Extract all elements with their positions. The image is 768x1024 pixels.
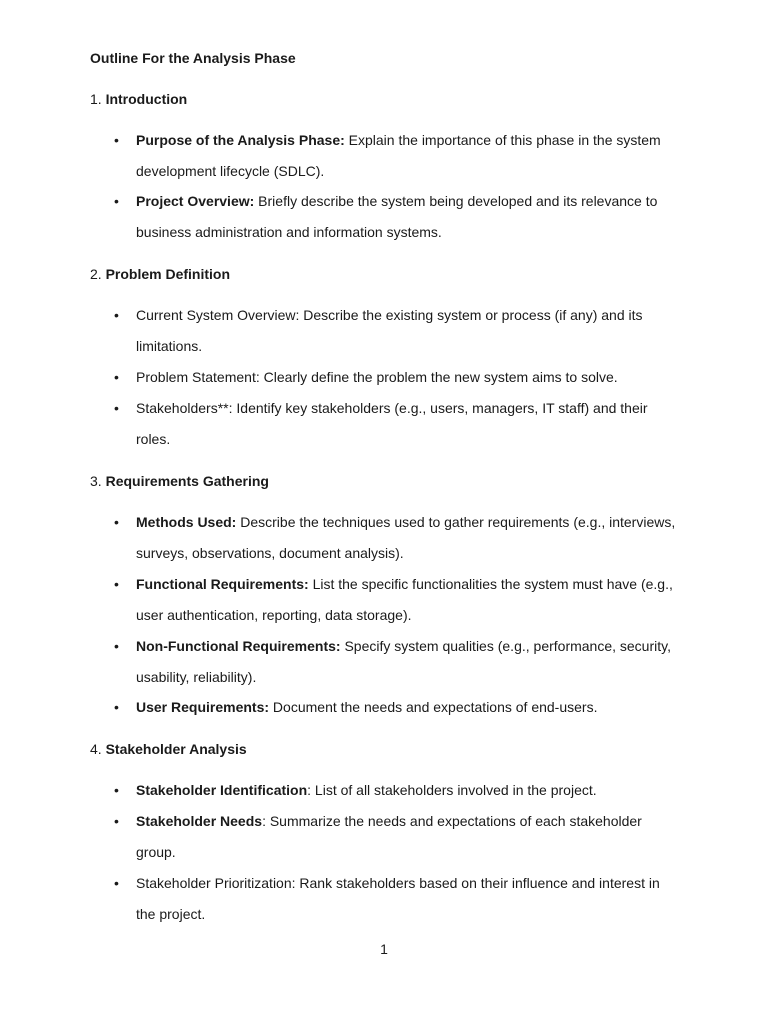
bullet-icon: • xyxy=(114,576,119,592)
list-item xyxy=(114,569,681,631)
bullet-icon: • xyxy=(114,699,119,715)
section-heading-requirements-gathering xyxy=(90,471,269,491)
list-item xyxy=(114,775,681,806)
document-title: Outline For the Analysis Phase xyxy=(90,50,296,66)
list-item-text: : List of all stakeholders involved in the project. xyxy=(307,782,597,798)
section-title: Stakeholder Analysis xyxy=(105,741,247,757)
section-heading-introduction xyxy=(90,89,187,109)
list-item-term: Non-Functional Requirements: xyxy=(136,638,341,654)
list-item-term: Functional Requirements: xyxy=(136,576,309,592)
section-number: 1. xyxy=(90,91,102,107)
bullet-icon: • xyxy=(114,193,119,209)
list-item-text: Stakeholder Prioritization: Rank stakeholders based on their influence and interest in the project. xyxy=(136,875,660,922)
list-item xyxy=(114,692,681,723)
list-item-text: Document the needs and expectations of end-users. xyxy=(269,699,598,715)
section-number: 2. xyxy=(90,266,102,282)
list-item-term: Project Overview: xyxy=(136,193,255,209)
list-item xyxy=(114,362,681,393)
section-number: 3. xyxy=(90,473,102,489)
bullet-icon: • xyxy=(114,132,119,148)
bullet-icon: • xyxy=(114,307,119,323)
list-item-text: Current System Overview: Describe the existing system or process (if any) and its limitations. xyxy=(136,307,643,354)
list-item xyxy=(114,507,681,569)
list-item-term: Stakeholder Needs xyxy=(136,813,263,829)
list-item-text: Explain the importance of this phase in the system development lifecycle (SDLC). xyxy=(136,132,661,179)
list-item xyxy=(114,300,681,362)
list-item xyxy=(114,393,681,455)
bullet-icon: • xyxy=(114,400,119,416)
list-item-text: Describe the techniques used to gather requirements (e.g., interviews, surveys, observations, document analysis). xyxy=(136,514,676,561)
bullet-icon: • xyxy=(114,782,119,798)
page-number: 1 xyxy=(380,941,388,957)
list-item-text: Specify system qualities (e.g., performance, security, usability, reliability). xyxy=(136,638,671,685)
list-item xyxy=(114,186,681,248)
list-item xyxy=(114,125,681,187)
list-item-text: Stakeholders**: Identify key stakeholders (e.g., users, managers, IT staff) and their roles. xyxy=(136,400,648,447)
list-item xyxy=(114,806,681,868)
section-title: Introduction xyxy=(105,91,188,107)
list-item-text: Problem Statement: Clearly define the problem the new system aims to solve. xyxy=(136,369,618,385)
list-item xyxy=(114,631,681,693)
list-item-text: Briefly describe the system being developed and its relevance to business administration and information systems. xyxy=(136,193,658,240)
bullet-icon: • xyxy=(114,875,119,891)
list-item-term: User Requirements: xyxy=(136,699,270,715)
list-item-text: List the specific functionalities the system must have (e.g., user authentication, reporting, data storage). xyxy=(136,576,673,623)
list-item-term: Purpose of the Analysis Phase: xyxy=(136,132,345,148)
list-item-term: Stakeholder Identification xyxy=(136,782,308,798)
list-item xyxy=(114,868,681,930)
bullet-icon: • xyxy=(114,813,119,829)
section-heading-stakeholder-analysis xyxy=(90,739,247,759)
bullet-icon: • xyxy=(114,369,119,385)
section-title: Requirements Gathering xyxy=(105,473,269,489)
bullet-icon: • xyxy=(114,514,119,530)
list-item-text: : Summarize the needs and expectations of each stakeholder group. xyxy=(136,813,642,860)
bullet-icon: • xyxy=(114,638,119,654)
section-title: Problem Definition xyxy=(105,266,231,282)
section-heading-problem-definition xyxy=(90,264,230,284)
section-number: 4. xyxy=(90,741,102,757)
list-item-term: Methods Used: xyxy=(136,514,237,530)
